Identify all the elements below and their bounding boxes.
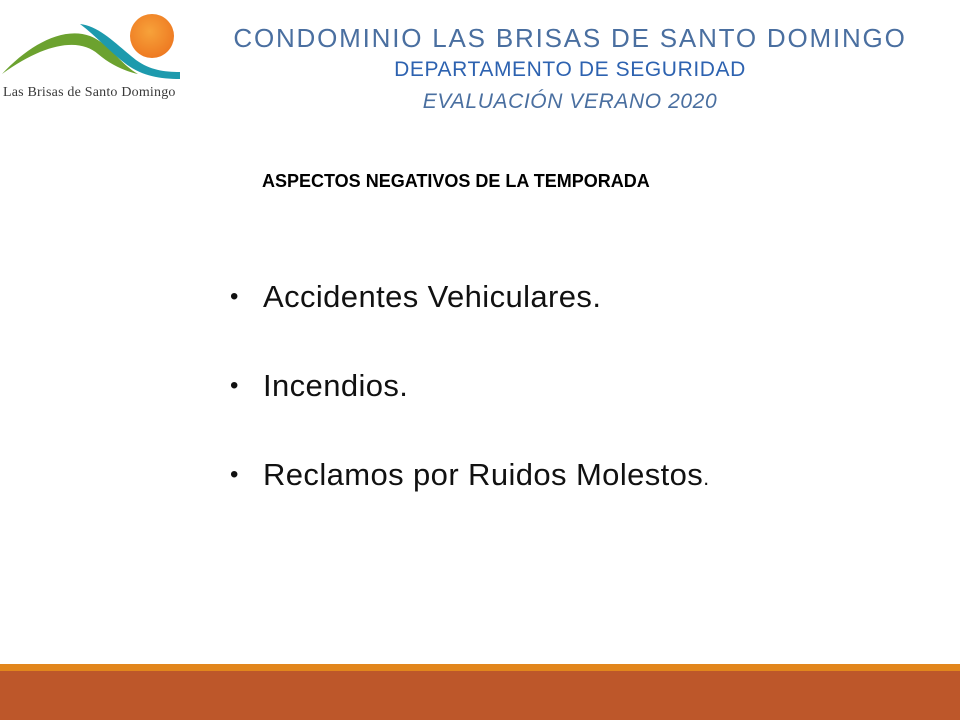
header-evaluation: EVALUACIÓN VERANO 2020 — [422, 90, 718, 113]
logo — [0, 6, 190, 106]
footer-accent-line — [0, 664, 960, 671]
bullet-dot-icon: • — [230, 372, 239, 399]
bullet-text: Incendios. — [263, 368, 409, 403]
header-department: DEPARTAMENTO DE SEGURIDAD — [394, 58, 746, 81]
footer-bar — [0, 671, 960, 720]
logo-text: Las Brisas de Santo Domingo — [3, 85, 176, 100]
logo-mark-icon — [0, 6, 190, 86]
bullet-text: Accidentes Vehiculares. — [263, 279, 602, 314]
header-title: CONDOMINIO LAS BRISAS DE SANTO DOMINGO — [233, 23, 907, 53]
sun-shape — [130, 14, 174, 58]
bullet-text: Reclamos por Ruidos Molestos. — [263, 457, 710, 492]
section-title: ASPECTOS NEGATIVOS DE LA TEMPORADA — [262, 171, 650, 191]
bullet-dot-icon: • — [230, 461, 239, 488]
bullet-dot-icon: • — [230, 283, 239, 310]
